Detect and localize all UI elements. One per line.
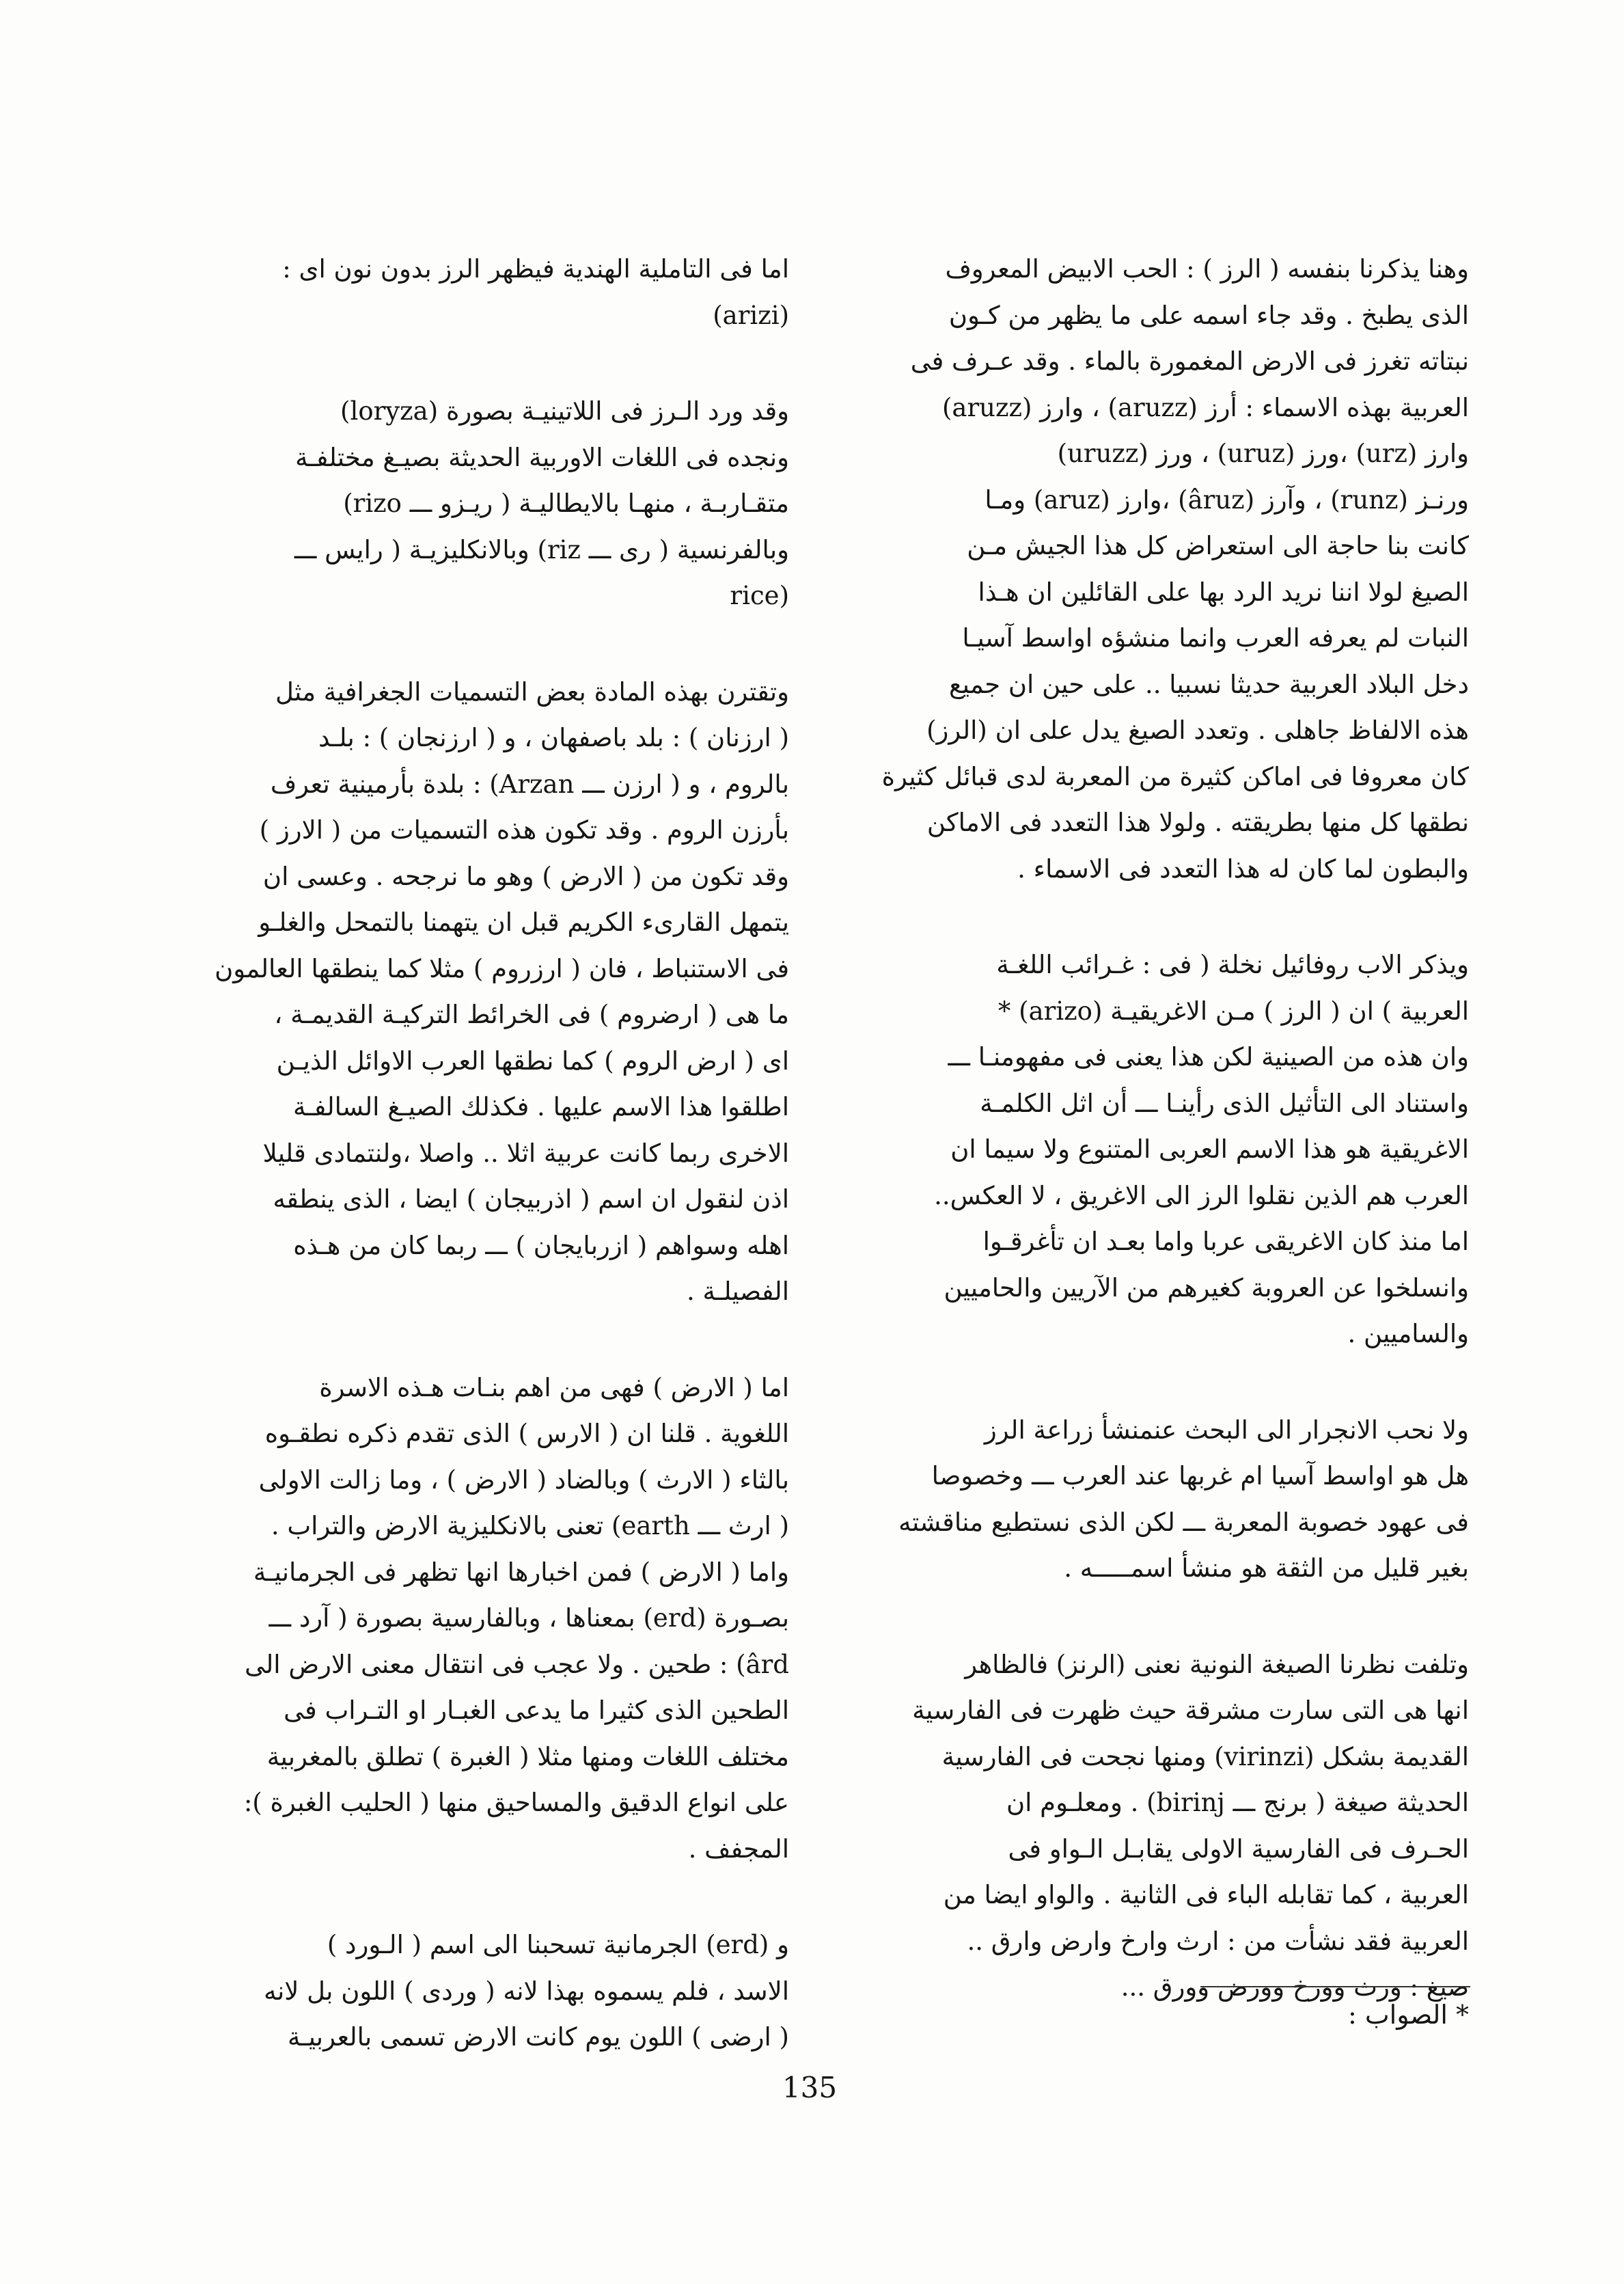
text-line: دخل البلاد العربية حديثا نسبيا .. على حين ان جميع	[948, 669, 1469, 699]
text-line: و (erd) الجرمانية تسحبنا الى اسم ( الـورد )	[327, 1930, 789, 1959]
text-line: كانت بنا حاجة الى استعراض كل هذا الجيش مـن	[967, 531, 1469, 560]
text-line: نبتاته تغرز فى الارض المغمورة بالماء . وقد عـرف فى	[910, 346, 1469, 376]
text-line: كان معروفا فى اماكن كثيرة من المعربة لدى قبائل كثيرة	[881, 761, 1469, 791]
text-line: بالروم ، و ( ارزن ـــ Arzan) : بلدة بأرمينية تعرف	[270, 769, 789, 799]
text-line: ولا نحب الانجرار الى البحث عنمنشأ زراعة الرز	[984, 1415, 1469, 1445]
text-line: اهله وسواهم ( ازربايجان ) ـــ ربما كان من هـذه	[293, 1230, 789, 1260]
text-line: اطلقوا هذا الاسم عليها . فكذلك الصيـغ السالفـة	[292, 1092, 789, 1121]
text-line: والبطون لما كان له هذا التعدد فى الاسماء .	[1017, 854, 1469, 884]
text-line: والساميين .	[1347, 1319, 1469, 1348]
text-line: نطقها كل منها بطريقته . ولولا هذا التعدد فى الاماكن	[926, 808, 1469, 837]
text-line: العربية ، كما تقابله الباء فى الثانية . والواو ايضا من	[943, 1880, 1469, 1909]
text-line: وان هذه من الصينية لكن هذا يعنى فى مفهومنـا ـــ	[948, 1042, 1469, 1072]
page-number: 135	[782, 2071, 838, 2104]
paragraph	[123, 388, 789, 619]
text-line: وتلفت نظرنا الصيغة النونية نعنى (الرنز) فالظاهر	[965, 1649, 1469, 1679]
text-line: يتمهل القارىء الكريم قبل ان يتهمنا بالتمحل والغلـو	[258, 908, 789, 937]
text-line: ويذكر الاب روفائيل نخلة ( فى : غـرائب اللغـة	[996, 950, 1469, 979]
text-line: على انواع الدقيق والمساحيق منها ( الحليب الغبرة ):	[243, 1788, 789, 1817]
text-line: واستناد الى التأثيل الذى رأينـا ـــ أن اثل الكلمـة	[980, 1088, 1469, 1118]
text-line: العربية ) ان ( الرز ) مـن الاغريقيـة (arizo) *	[997, 996, 1469, 1026]
text-line: هذه الالفاظ جاهلى . وتعدد الصيغ يدل على ان (الرز)	[926, 716, 1469, 745]
paragraph	[123, 1922, 789, 2061]
text-line: مختلف اللغات ومنها مثلا ( الغبرة ) تطلق بالمغربية	[266, 1741, 789, 1771]
text-line: ونجده فى اللغات الاوربية الحديثة بصيـغ مختلفـة	[295, 442, 789, 472]
text-line: المجفف .	[688, 1834, 789, 1864]
paragraph	[123, 669, 789, 1315]
footnote: * الصواب :	[1347, 2000, 1469, 2030]
paragraph	[123, 1365, 789, 1873]
text-line: ما هى ( ارضروم ) فى الخرائط التركيـة القديمـة ،	[274, 1000, 789, 1029]
text-line: متقـاربـة ، منهـا بالايطاليـة ( ريـزو ـــ rizo)	[343, 489, 789, 518]
text-line: الصيغ لولا اننا نريد الرد بها على القائلين ان هـذا	[978, 577, 1469, 607]
text-line: وتقترن بهذه المادة بعض التسميات الجغرافية مثل	[275, 677, 789, 707]
text-line: بأرزن الروم . وقد تكون هذه التسميات من ( الارز )	[259, 815, 789, 845]
text-line: هل هو اواسط آسيا ام غربها عند العرب ـــ وخصوصا	[931, 1461, 1469, 1491]
text-line: وقد تكون من ( الارض ) وهو ما نرجحه . وعسى ان	[262, 861, 789, 891]
text-line: الذى يطبخ . وقد جاء اسمه على ما يظهر من كـون	[948, 300, 1469, 330]
text-line: (arizi)	[713, 300, 789, 330]
paragraph	[123, 246, 789, 338]
text-line: وارز (urz) ،ورز (uruz) ، ورز (uruzz)	[1057, 439, 1469, 468]
text-line: الطحين الذى كثيرا ما يدعى الغبـار او التـراب فى	[284, 1696, 789, 1725]
text-line: الاغريقية هو هذا الاسم العربى المتنوع ولا سيما ان	[950, 1134, 1469, 1164]
text-line: ( ارضى ) اللون يوم كانت الارض تسمى بالعربيـة	[287, 2022, 789, 2052]
left-column	[123, 246, 789, 2110]
text-line: اما ( الارض ) فهى من اهم بنـات هـذه الاسرة	[319, 1372, 789, 1402]
paragraph	[851, 1642, 1469, 2011]
text-line: الاخرى ربما كانت عربية اثلا .. واصلا ،ولنتمادى قليلا	[262, 1138, 789, 1168]
text-line: وانسلخوا عن العروبة كغيرهم من الآريين والحاميين	[944, 1273, 1469, 1303]
text-line: وبالفرنسية ( رى ـــ riz) وبالانكليزيـة ( رايس ـــ	[294, 534, 789, 565]
text-line: فى الاستنباط ، فان ( ارزروم ) مثلا كما ينطقها العالمون	[215, 953, 789, 983]
text-line: ârd) : طحين . ولا عجب فى انتقال معنى الارض الى	[245, 1649, 789, 1679]
text-line: بالثاء ( الارث ) وبالضاد ( الارض ) ، وما زالت الاولى	[258, 1465, 789, 1495]
text-line: اما فى التاملية الهندية فيظهر الرز بدون نون اى :	[282, 254, 789, 284]
text-line: العربية فقد نشأت من : ارث وارخ وارض وارق ..	[967, 1926, 1469, 1956]
text-line: واما ( الارض ) فمن اخبارها انها تظهر فى الجرمانيـة	[253, 1557, 789, 1587]
text-line: اللغوية . قلنا ان ( الارس ) الذى تقدم ذكره نطقـوه	[264, 1419, 789, 1448]
text-line: الفصيلـة .	[687, 1277, 789, 1306]
text-line: وهنا يذكرنا بنفسه ( الرز ) : الحب الابيض المعروف	[945, 254, 1469, 284]
text-line: اذن لنقول ان اسم ( اذربيجان ) ايضا ، الذى ينطقه	[273, 1184, 789, 1214]
text-line: اى ( ارض الروم ) كما نطقها العرب الاوائل الذيـن	[276, 1046, 789, 1076]
text-line: العرب هم الذين نقلوا الرز الى الاغريق ، لا العكس..	[934, 1180, 1469, 1210]
text-line: بصـورة (erd) بمعناها ، وبالفارسية بصورة ( آرد ـــ	[269, 1603, 789, 1633]
right-column	[851, 246, 1469, 2061]
text-line: الحديثة صيغة ( برنج ـــ birinj) . ومعلـوم ان	[1006, 1788, 1469, 1817]
text-line: وقد ورد الـرز فى اللاتينيـة بصورة (loryza)	[340, 396, 789, 426]
text-line: (rice	[730, 581, 789, 610]
text-line: الاسد ، فلم يسموه بهذا لانه ( وردى ) اللون بل لانه	[264, 1976, 789, 2006]
text-line: صيغ : ورث وورخ وورض وورق ...	[1120, 1972, 1469, 2002]
text-line: ( ارث ـــ earth) تعنى بالانكليزية الارض والتراب .	[271, 1511, 789, 1540]
text-line: القديمة بشكل (virinzi) ومنها نجحت فى الفارسية	[941, 1741, 1469, 1771]
text-line: ورنـز (runz) ، وآرز (âruz) ،وارز (aruz) ومـا	[985, 485, 1469, 515]
text-line: انها هى التى سارت مشرقة حيث ظهرت فى الفارسية	[912, 1696, 1469, 1725]
paragraph	[851, 942, 1469, 1357]
paragraph	[851, 246, 1469, 892]
text-line: العربية بهذه الاسماء : أرز (aruzz) ، وارز (aruzz)	[941, 392, 1469, 422]
text-line: بغير قليل من الثقة هو منشأ اسمـــــه .	[1064, 1553, 1469, 1583]
text-line: ( ارزنان ) : بلد باصفهان ، و ( ارزنجان ) : بلـد	[318, 723, 789, 752]
paragraph	[851, 1407, 1469, 1592]
text-line: فى عهود خصوبة المعربة ـــ لكن الذى نستطيع مناقشته	[898, 1507, 1469, 1537]
text-line: النبات لم يعرفه العرب وانما منشؤه اواسط آسيـا	[962, 623, 1469, 653]
footnote-divider	[1200, 1986, 1470, 1987]
text-line: الحـرف فى الفارسية الاولى يقابـل الـواو فى	[1008, 1834, 1469, 1864]
text-line: اما منذ كان الاغريقى عربا واما بعـد ان تأغرقـوا	[982, 1227, 1469, 1256]
